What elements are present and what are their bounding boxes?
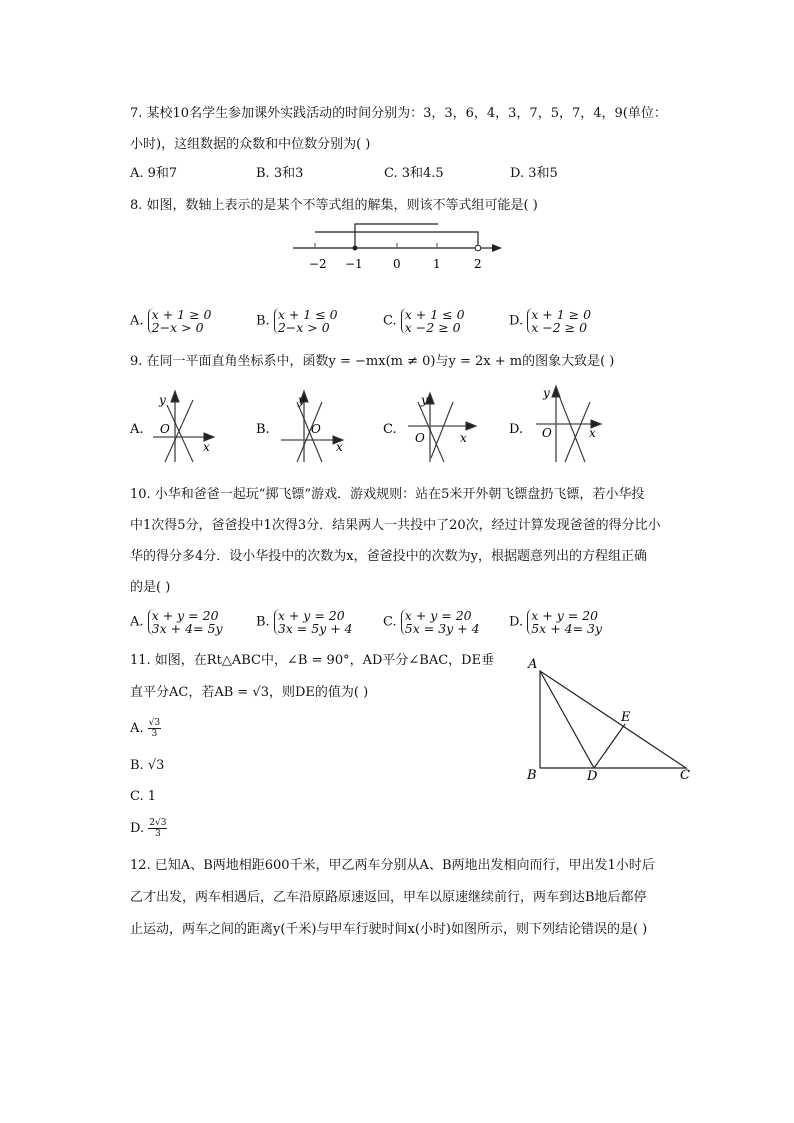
q10-option-d: D. x + y = 20 5x + 4= 3y [509,608,603,636]
svg-text:y: y [159,393,166,407]
svg-text:x: x [589,426,596,440]
svg-text:O: O [542,426,552,440]
svg-text:x: x [203,440,210,454]
svg-text:E: E [621,710,631,725]
q7-option-c: C. 3和4.5 [384,166,444,181]
q11-option-c: C. 1 [130,789,157,804]
svg-text:C: C [680,768,690,783]
q10-stem-line1: 10. 小华和爸爸一起玩“掷飞镖”游戏．游戏规则：站在5米开外朝飞镖盘扔飞镖，若小华投 [130,487,645,502]
q12-stem-line2: 乙才出发，两车相遇后，乙车沿原路原速返回，甲车以原速继续前行，两车到达B地后都停 [130,890,647,905]
q9-option-a-label: A. [130,422,144,437]
q7-option-a: A. 9和7 [130,166,178,181]
axis-label-0: 0 [393,257,401,271]
svg-text:B: B [527,768,537,783]
q10-stem-line2: 中1次得5分，爸爸投中1次得3分．结果两人一共投中了20次，经过计算发现爸爸的得分比小 [130,518,661,533]
q10-stem-line4: 的是( ) [130,580,171,595]
axis-label-neg2: −2 [309,257,327,271]
q9-option-b-label: B. [256,422,270,437]
q8-option-c: C. x + 1 ≤ 0 x −2 ≥ 0 [383,307,465,335]
q12-stem-line3: 止运动，两车之间的距离y(千米)与甲车行驶时间x(小时)如图所示，则下列结论错误的是( ) [130,922,648,937]
q12-stem-line1: 12. 已知A、B两地相距600千米，甲乙两车分别从A、B两地出发相向而行，甲出发1小时后 [130,858,655,873]
axis-label-2: 2 [474,257,482,271]
q7-stem-line1: 7. 某校10名学生参加课外实践活动的时间分别为：3，3，6，4，3，7，5，7，4，9(单位： [130,106,667,121]
svg-text:D: D [587,769,598,784]
q9-option-c-label: C. [383,422,397,437]
svg-text:x: x [460,431,467,445]
svg-text:O: O [415,431,425,445]
q8-option-b: B. x + 1 ≤ 0 2−x > 0 [256,307,338,335]
q7-option-d: D. 3和5 [510,166,558,181]
q7-option-b: B. 3和3 [256,166,304,181]
q9-option-d-label: D. [509,422,524,437]
q7-stem-line2: 小时)，这组数据的众数和中位数分别为( ) [130,137,371,152]
q10-option-b: B. x + y = 20 3x = 5y + 4 [256,608,353,636]
svg-text:y: y [298,393,305,407]
q10-stem-line3: 华的得分多4分．设小华投中的次数为x，爸爸投中的次数为y，根据题意列出的方程组正确 [130,549,647,564]
svg-text:y: y [543,386,550,400]
svg-text:O: O [311,422,321,436]
q8-option-a: A. x + 1 ≥ 0 2−x > 0 [130,307,212,335]
q11-stem-line2: 直平分AC，若AB = √3，则DE的值为( ) [130,685,369,700]
q11-stem-line1: 11. 如图，在Rt△ABC中，∠B = 90°，AD平分∠BAC，DE垂 [130,653,495,668]
axis-label-neg1: −1 [345,257,363,271]
q11-option-b: B. √3 [130,758,165,773]
q11-option-a: A. $\frac{√3}{3}$ [130,718,161,739]
svg-text:O: O [160,422,170,436]
q8-option-d: D. x + 1 ≥ 0 x −2 ≥ 0 [509,307,592,335]
svg-text:y: y [421,393,428,407]
q9-stem: 9. 在同一平面直角坐标系中，函数y = −mx(m ≠ 0)与y = 2x + m的图象大致是( ) [130,354,615,369]
q11-option-d: D. $\frac{2√3}{3}$ [130,818,167,839]
q10-option-c: C. x + y = 20 5x = 3y + 4 [383,608,480,636]
q10-option-a: A. x + y = 20 3x + 4= 5y [130,608,223,636]
svg-text:x: x [336,440,343,454]
q8-stem: 8. 如图，数轴上表示的是某个不等式组的解集，则该不等式组可能是( ) [130,198,538,213]
svg-text:A: A [528,657,538,672]
axis-label-1: 1 [433,257,441,271]
